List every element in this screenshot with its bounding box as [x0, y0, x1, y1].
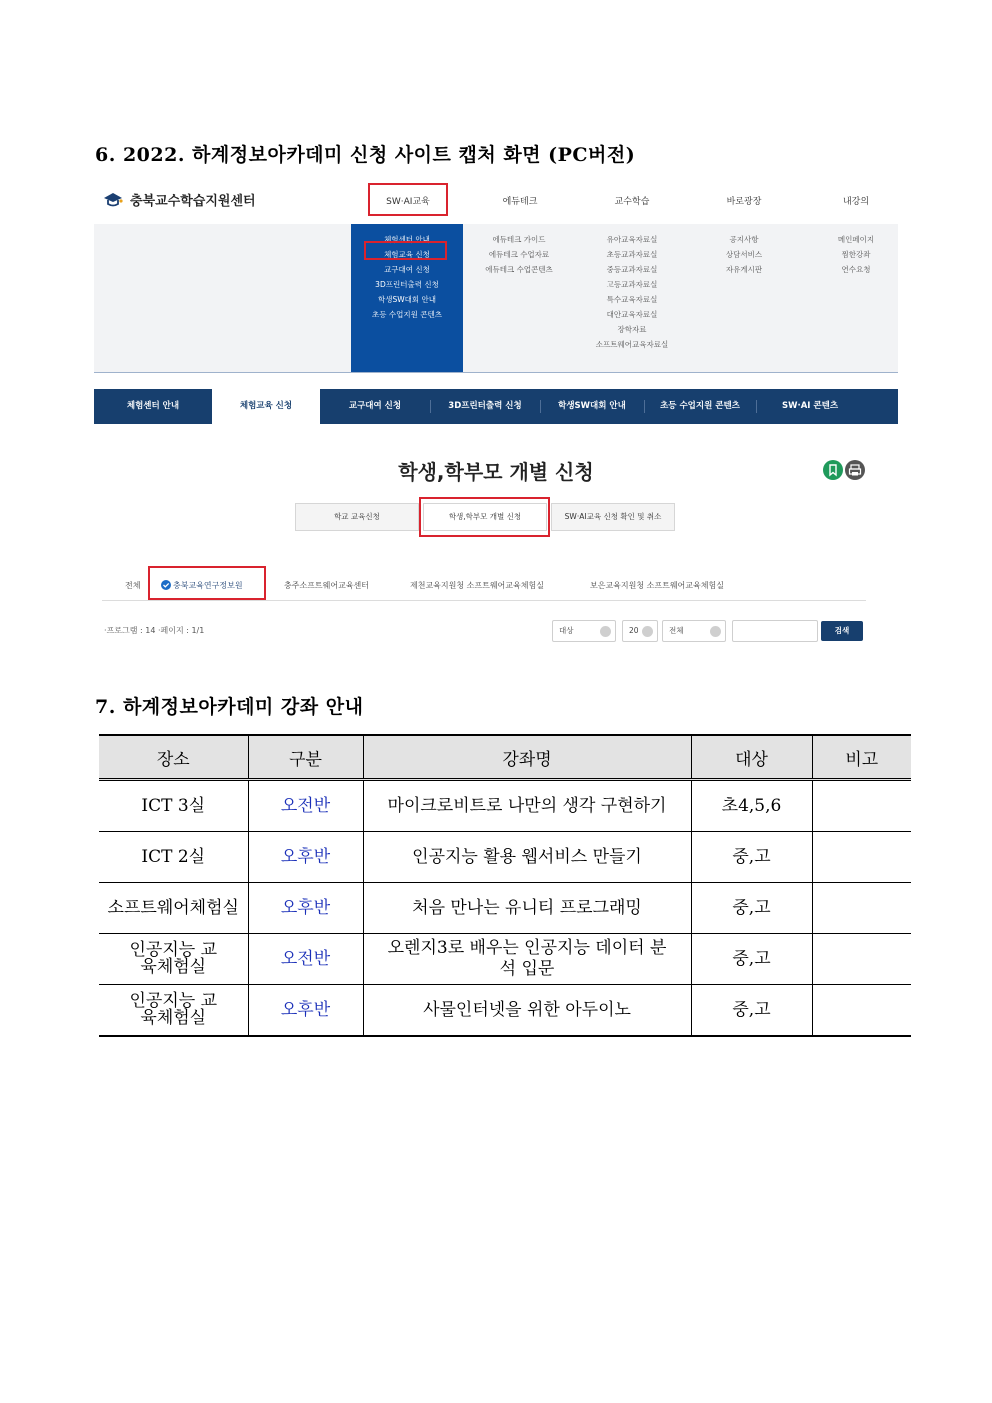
filter-boeun[interactable]: 보은교육지원청 소프트웨어교육체험실: [590, 581, 724, 590]
menu-item[interactable]: 에듀테크 수업자료: [488, 250, 550, 259]
sub-navigation: [94, 389, 898, 424]
cell-course: 처음 만나는 유니티 프로그래밍: [363, 883, 691, 934]
lecture-table: [99, 734, 911, 1037]
count-select[interactable]: [622, 620, 658, 642]
table-row: [99, 832, 911, 883]
menu-item[interactable]: 찜한강좌: [841, 250, 871, 259]
page-title: 학생,학부모 개별 신청: [398, 460, 594, 484]
header-course: 강좌명: [363, 735, 691, 780]
table-row: [99, 985, 911, 1037]
menu-item[interactable]: 유아교육자료실: [606, 235, 658, 244]
menu-item[interactable]: 대안교육자료실: [606, 310, 658, 319]
cell-place: 인공지능 교육체험실: [99, 934, 248, 985]
program-count: ·프로그램 : 14 ·페이지 : 1/1: [104, 626, 205, 635]
table-header-row: [99, 735, 911, 780]
cell-session: 오전반: [248, 934, 363, 985]
logo-icon: [102, 192, 124, 208]
logo-text: 충북교수학습지원센터: [130, 194, 256, 209]
topnav-my-lecture[interactable]: 내강의: [842, 197, 870, 207]
cell-place: ICT 3실: [99, 780, 248, 832]
cell-place: 소프트웨어체험실: [99, 883, 248, 934]
cell-target: 중,고: [691, 883, 812, 934]
cell-session: 오후반: [248, 883, 363, 934]
search-button[interactable]: 검색: [821, 621, 863, 641]
cell-note: [812, 780, 911, 832]
subnav-sw-ai-content[interactable]: SW·AI 콘텐츠: [781, 401, 839, 411]
cell-note: [812, 832, 911, 883]
table-row: [99, 883, 911, 934]
cell-session: 오후반: [248, 832, 363, 883]
cell-place: ICT 2실: [99, 832, 248, 883]
cell-session: 오후반: [248, 985, 363, 1037]
highlight-tab-box: [419, 497, 550, 537]
menu-item[interactable]: 장학자료: [617, 325, 647, 334]
subnav-tool-rental[interactable]: 교구대여 신청: [348, 401, 402, 411]
menu-item[interactable]: 소프트웨어교육자료실: [595, 340, 669, 349]
tab-confirm-cancel[interactable]: SW·AI교육 신청 확인 및 취소: [551, 503, 675, 531]
header-target: 대상: [691, 735, 812, 780]
cell-note: [812, 934, 911, 985]
menu-item[interactable]: 체험교육 신청: [384, 250, 430, 259]
subnav-3d-printer[interactable]: 3D프린터출력 신청: [448, 401, 522, 411]
cell-target: 중,고: [691, 832, 812, 883]
table-row: [99, 934, 911, 985]
menu-item[interactable]: 중등교과자료실: [606, 265, 658, 274]
tab-school-apply[interactable]: 학교 교육신청: [295, 503, 419, 531]
highlight-filter-box: [148, 566, 266, 600]
topnav-edutech[interactable]: 에듀테크: [502, 197, 538, 207]
menu-divider: [94, 372, 898, 373]
menu-item[interactable]: 자유게시판: [725, 265, 763, 274]
search-input[interactable]: [732, 620, 818, 642]
filter-divider: [102, 600, 866, 601]
cell-note: [812, 985, 911, 1037]
table-row: [99, 780, 911, 832]
cell-note: [812, 883, 911, 934]
menu-item[interactable]: 초등 수업지원 콘텐츠: [372, 310, 442, 319]
target-select[interactable]: [552, 620, 616, 642]
topnav-plaza[interactable]: 바로광장: [726, 197, 762, 207]
cell-session: 오전반: [248, 780, 363, 832]
tab-individual-apply[interactable]: 학생,학부모 개별 신청: [423, 503, 547, 531]
menu-item[interactable]: 고등교과자료실: [606, 280, 658, 289]
topnav-teaching[interactable]: 교수학습: [614, 197, 650, 207]
subnav-elementary-content[interactable]: 초등 수업지원 콘텐츠: [660, 401, 740, 411]
menu-item[interactable]: 초등교과자료실: [606, 250, 658, 259]
cell-course: 사물인터넷을 위한 아두이노: [363, 985, 691, 1037]
menu-item[interactable]: 교구대여 신청: [384, 265, 430, 274]
select-value: 전체: [669, 626, 684, 635]
site-logo[interactable]: [102, 190, 256, 209]
menu-item[interactable]: 학생SW대회 안내: [377, 295, 437, 304]
menu-item[interactable]: 연수요청: [841, 265, 871, 274]
cell-course: 인공지능 활용 웹서비스 만들기: [363, 832, 691, 883]
menu-item[interactable]: 메인페이지: [837, 235, 875, 244]
print-icon[interactable]: [845, 460, 865, 480]
menu-teaching-column: [582, 232, 682, 352]
menu-item[interactable]: 3D프린터출력 신청: [375, 280, 439, 289]
menu-item[interactable]: 특수교육자료실: [606, 295, 658, 304]
subnav-sw-contest[interactable]: 학생SW대회 안내: [558, 401, 626, 411]
site-screenshot: [94, 180, 898, 650]
menu-item[interactable]: 에듀테크 가이드: [492, 235, 546, 244]
menu-plaza-column: [704, 232, 784, 277]
chevron-down-icon: [642, 626, 653, 637]
menu-item[interactable]: 공지사항: [729, 235, 759, 244]
filter-label: 충북교육연구정보원: [173, 581, 243, 590]
select-value: 대상: [559, 626, 574, 635]
section7-heading: 7. 하계정보아카데미 강좌 안내: [95, 696, 364, 718]
scope-select[interactable]: [662, 620, 726, 642]
menu-edutech-column: [467, 232, 571, 277]
cell-target: 중,고: [691, 934, 812, 985]
menu-lecture-column: [816, 232, 896, 277]
header-note: 비고: [812, 735, 911, 780]
highlight-topnav-box: [368, 183, 448, 216]
filter-all[interactable]: 전체: [125, 581, 141, 590]
menu-item[interactable]: 상담서비스: [725, 250, 763, 259]
cell-target: 중,고: [691, 985, 812, 1037]
cell-target: 초4,5,6: [691, 780, 812, 832]
highlight-menu-box: [364, 241, 447, 260]
cell-place: 인공지능 교육체험실: [99, 985, 248, 1037]
subnav-center-guide[interactable]: 체험센터 안내: [126, 401, 180, 411]
topnav-sw-ai[interactable]: SW·AI교육: [386, 197, 430, 207]
header-place: 장소: [99, 735, 248, 780]
menu-item[interactable]: 에듀테크 수업콘텐츠: [485, 265, 553, 274]
filter-jecheon[interactable]: 제천교육지원청 소프트웨어교육체험실: [410, 581, 544, 590]
menu-item[interactable]: 체험센터 안내: [384, 235, 430, 244]
chevron-down-icon: [710, 626, 721, 637]
header-session: 구분: [248, 735, 363, 780]
section6-heading: 6. 2022. 하계정보아카데미 신청 사이트 캡처 화면 (PC버전): [95, 144, 636, 166]
filter-chungju-center[interactable]: 충주소프트웨어교육센터: [284, 581, 370, 590]
cell-course: 마이크로비트로 나만의 생각 구현하기: [363, 780, 691, 832]
select-value: 20: [629, 626, 639, 635]
subnav-experience-apply[interactable]: 체험교육 신청: [212, 389, 320, 424]
chevron-down-icon: [600, 626, 611, 637]
cell-course: 오렌지3로 배우는 인공지능 데이터 분석 입문: [363, 934, 691, 985]
bookmark-icon[interactable]: [823, 460, 843, 480]
